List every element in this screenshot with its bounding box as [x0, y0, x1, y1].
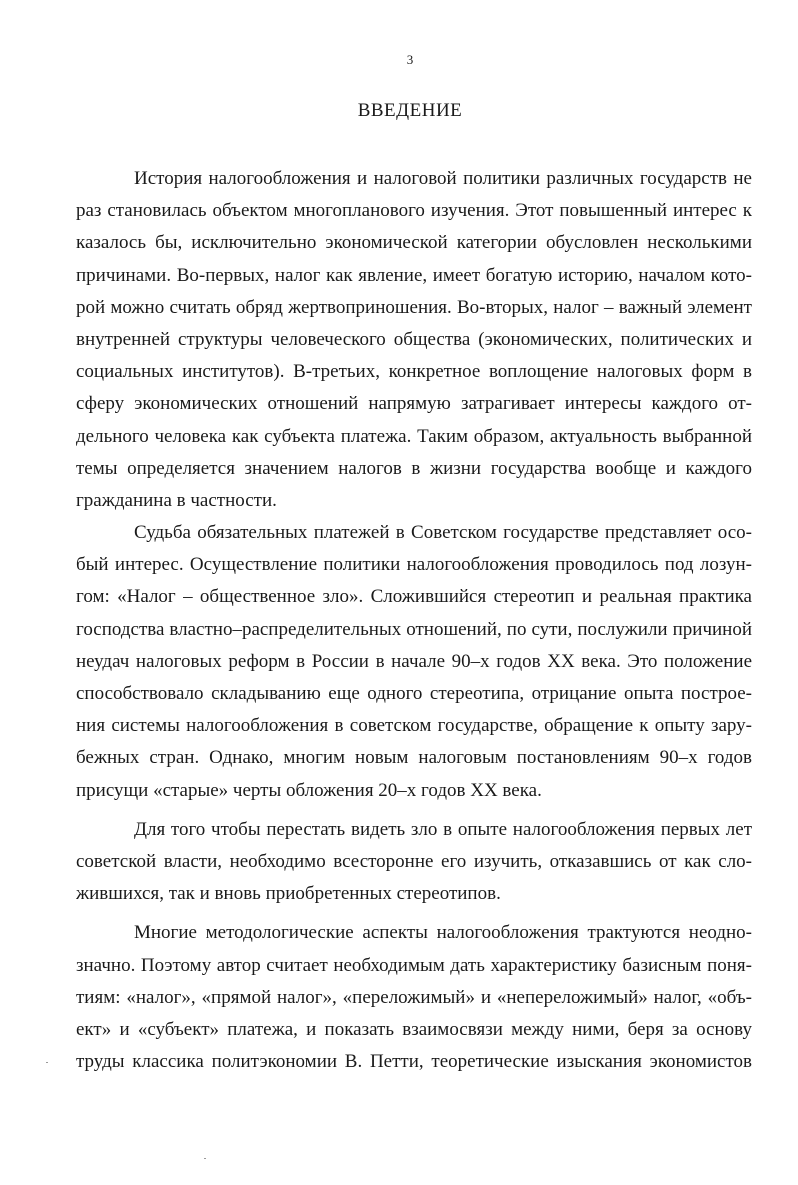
text-line: бежных стран. Однако, многим новым налоговым постановлениям 90–х годов — [76, 747, 752, 769]
text-line: способствовало складыванию еще одного стереотипа, отрицание опыта построе- — [76, 683, 752, 704]
text-line: тиям: «налог», «прямой налог», «переложимый» и «непереложимый» налог, «объ- — [76, 986, 752, 1008]
text-line: ния системы налогообложения в советском государстве, обращение к опыту зару- — [76, 715, 752, 737]
text-line: гом: «Налог – общественное зло». Сложившийся стереотип и реальная практика — [76, 586, 752, 608]
page-number: 3 — [406, 52, 414, 67]
text-line: неудач налоговых реформ в России в начале 90–х годов XX века. Это положение — [76, 650, 752, 672]
section-title: ВВЕДЕНИЕ — [357, 100, 463, 121]
scan-speck — [204, 1158, 206, 1159]
text-line: присущи «старые» черты обложения 20–х годов XX века. — [76, 779, 542, 801]
text-line: гражданина в частности. — [76, 489, 277, 511]
text-line: господства властно–распределительных отношений, по сути, послужили причиной — [76, 618, 752, 640]
text-line: жившихся, так и вновь приобретенных стереотипов. — [76, 883, 501, 905]
scan-speck — [46, 1062, 48, 1063]
paragraph-2 — [76, 517, 752, 807]
document-body — [76, 163, 752, 1078]
text-line: социальных институтов). В-третьих, конкретное воплощение налоговых форм в — [76, 361, 752, 383]
text-line: сферу экономических отношений напрямую затрагивает интересы каждого от- — [76, 393, 752, 415]
text-line: ект» и «субъект» платежа, и показать взаимосвязи между ними, беря за основу — [76, 1018, 752, 1040]
text-line: Судьба обязательных платежей в Советском государстве представляет осо- — [134, 522, 752, 544]
paragraph-1 — [76, 163, 752, 517]
text-line: внутренней структуры человеческого общества (экономических, политических и — [76, 328, 752, 350]
paragraph-3 — [76, 814, 752, 911]
text-line: значно. Поэтому автор считает необходимым дать характеристику базисным поня- — [76, 954, 752, 976]
text-line: казалось бы, исключительно экономической категории обусловлен несколькими — [76, 232, 752, 254]
text-line: Для того чтобы перестать видеть зло в опыте налогообложения первых лет — [134, 818, 752, 840]
text-line: раз становилась объектом многопланового изучения. Этот повышенный интерес к — [76, 200, 752, 222]
text-line: дельного человека как субъекта платежа. Таким образом, актуальность выбранной — [76, 425, 752, 447]
text-line: История налогообложения и налоговой политики различных государств не — [134, 168, 752, 189]
text-line: бый интерес. Осуществление политики налогообложения проводилось под лозун- — [76, 554, 752, 576]
text-line: темы определяется значением налогов в жизни государства вообще и каждого — [76, 457, 752, 479]
text-line: труды классика политэкономии В. Петти, теоретические изыскания экономистов — [76, 1051, 752, 1073]
text-line: Многие методологические аспекты налогообложения трактуются неодно- — [134, 922, 752, 944]
text-line: рой можно считать обряд жертвоприношения. Во-вторых, налог – важный элемент — [76, 296, 752, 318]
text-line: причинами. Во-первых, налог как явление, имеет богатую историю, началом кото- — [76, 264, 752, 286]
text-line: советской власти, необходимо всесторонне его изучить, отказавшись от как сло- — [76, 850, 752, 872]
paragraph-4 — [76, 917, 752, 1078]
